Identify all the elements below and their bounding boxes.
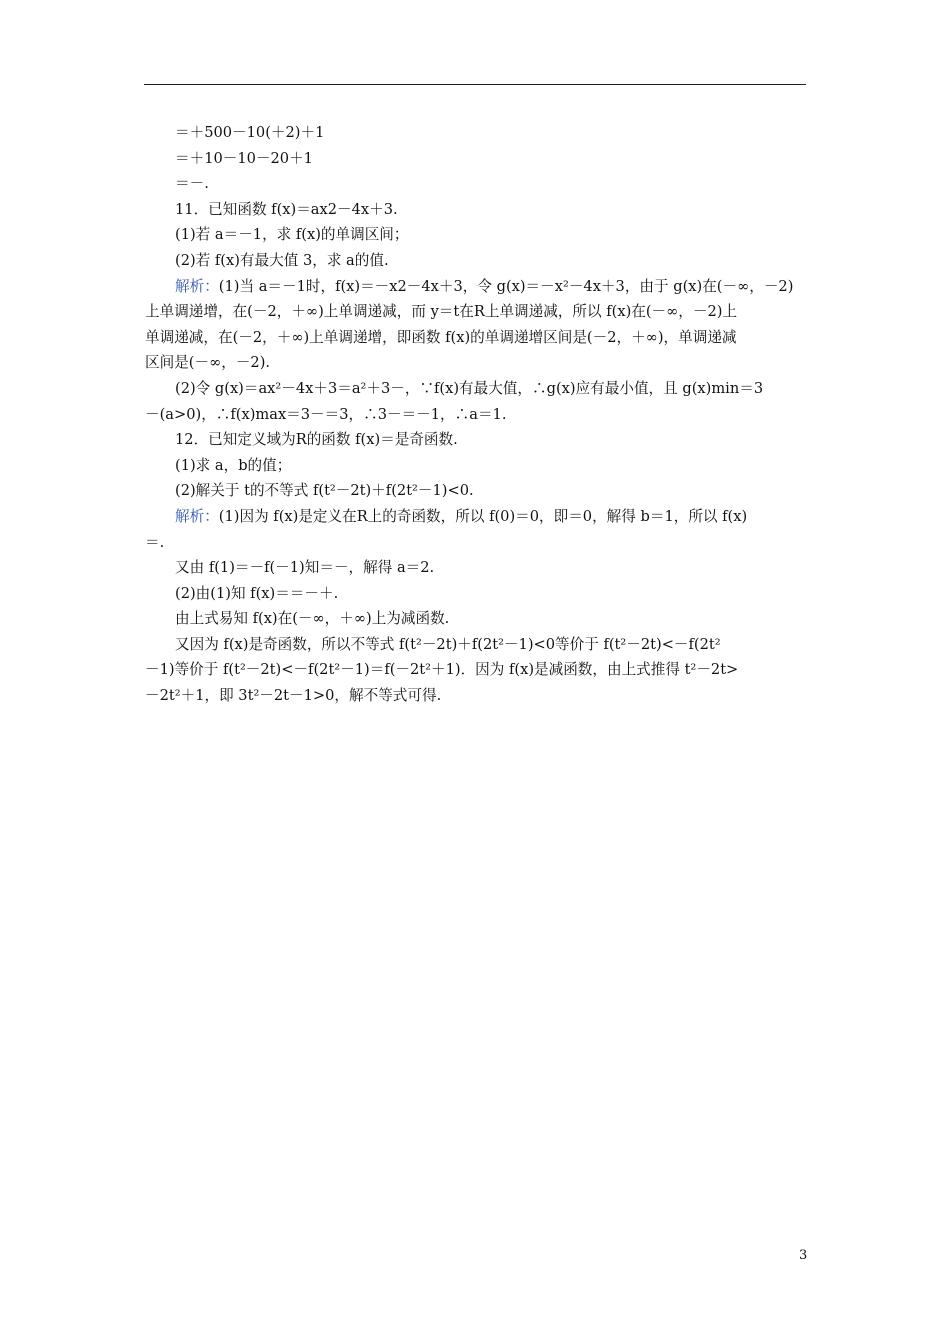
problem-11-part-2: (2)若 f(x)有最大值 3，求 a的值. bbox=[175, 251, 389, 269]
solution-12-line-1: 解析：(1)因为 f(x)是定义在R上的奇函数，所以 f(0)＝0，即＝0，解得 b＝1，所以 f(x) bbox=[175, 507, 748, 525]
solution-label: 解析： bbox=[175, 277, 219, 295]
solution-12-line-7: －1)等价于 f(t²－2t)<－f(2t²－1)＝f(－2t²＋1)．因为 f(x)是减函数，由上式推得 t²－2t> bbox=[145, 661, 739, 679]
solution-12-line-8: －2t²＋1，即 3t²－2t－1>0，解不等式可得. bbox=[145, 687, 442, 705]
problem-12-statement: 12．已知定义域为R的函数 f(x)＝是奇函数. bbox=[175, 431, 458, 449]
solution-11-line-4: 区间是(－∞，－2). bbox=[145, 354, 271, 372]
solution-11-line-6: －(a>0)，∴f(x)max＝3－＝3，∴3－＝－1，∴a＝1. bbox=[145, 405, 507, 423]
problem-11-part-1: (1)若 a＝－1，求 f(x)的单调区间； bbox=[175, 226, 409, 244]
solution-11-line-5: (2)令 g(x)＝ax²－4x＋3＝a²＋3－，∵f(x)有最大值，∴g(x)应有最小值，且 g(x)min＝3 bbox=[175, 379, 764, 397]
text-line-3: ＝－. bbox=[175, 175, 209, 193]
solution-12-line-2: ＝. bbox=[145, 533, 165, 551]
text-line-2: ＝＋10－10－20＋1 bbox=[175, 149, 313, 167]
solution-12-line-4: (2)由(1)知 f(x)＝＝－＋. bbox=[175, 584, 339, 602]
page-number: 3 bbox=[799, 1248, 808, 1263]
solution-11-line-1: 解析：(1)当 a＝－1时，f(x)＝－x2－4x＋3，令 g(x)＝－x²－4x＋3，由于 g(x)在(－∞，－2) bbox=[175, 277, 794, 295]
solution-12-line-5: 由上式易知 f(x)在(－∞，＋∞)上为减函数. bbox=[175, 610, 450, 628]
header-rule bbox=[144, 84, 806, 85]
problem-12-part-2: (2)解关于 t的不等式 f(t²－2t)＋f(2t²－1)<0. bbox=[175, 482, 474, 500]
solution-11-line-2: 上单调递增，在(－2，＋∞)上单调递减，而 y＝t在R上单调递减，所以 f(x)在(－∞，－2)上 bbox=[145, 303, 738, 321]
solution-12-line-6: 又因为 f(x)是奇函数，所以不等式 f(t²－2t)＋f(2t²－1)<0等价于 f(t²－2t)<－f(2t² bbox=[175, 635, 721, 653]
solution-11-line-3: 单调递减，在(－2，＋∞)上单调递增，即函数 f(x)的单调递增区间是(－2，＋∞)，单调递减 bbox=[145, 328, 737, 346]
text-line-1: ＝＋500－10(＋2)＋1 bbox=[175, 124, 325, 141]
solution-label: 解析： bbox=[175, 507, 219, 525]
problem-11-statement: 11．已知函数 f(x)＝ax2－4x＋3. bbox=[175, 200, 398, 218]
document-body bbox=[145, 120, 807, 709]
problem-12-part-1: (1)求 a，b的值； bbox=[175, 456, 292, 474]
solution-12-line-3: 又由 f(1)＝－f(－1)知＝－，解得 a＝2. bbox=[175, 559, 435, 577]
